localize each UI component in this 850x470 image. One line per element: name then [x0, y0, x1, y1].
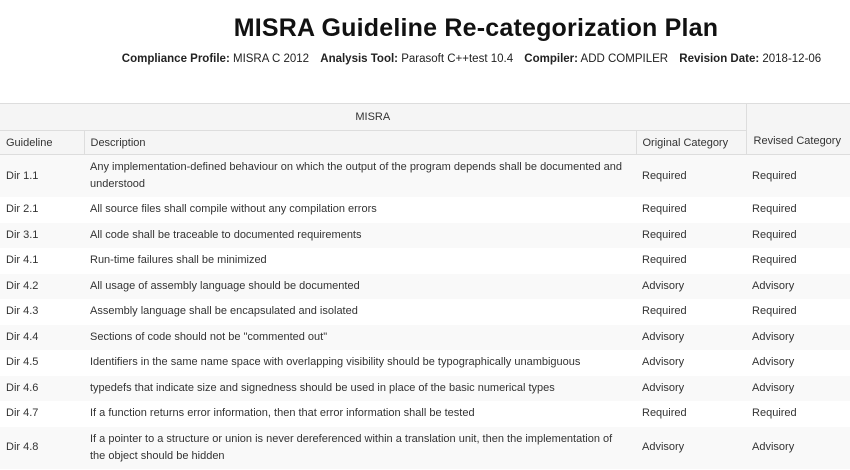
analysis-tool — [320, 53, 513, 65]
compiler-value: ADD COMPILER — [580, 53, 669, 65]
compliance-profile-value: MISRA C 2012 — [232, 53, 310, 65]
table-row — [0, 248, 850, 274]
misra-group-header: MISRA — [0, 104, 746, 131]
analysis-tool-label: Analysis Tool: — [320, 53, 399, 65]
description-cell: Sections of code should not be "commented out" — [84, 325, 636, 351]
compliance-profile — [122, 53, 309, 65]
description-cell: All usage of assembly language should be documented — [84, 274, 636, 300]
document-meta — [0, 53, 850, 65]
guideline-cell: Dir 4.7 — [0, 401, 84, 427]
original-category-cell: Advisory — [636, 376, 746, 402]
original-category-cell: Advisory — [636, 274, 746, 300]
description-cell: Identifiers in the same name space with overlapping visibility should be typographically unambiguous — [84, 350, 636, 376]
page-title: MISRA Guideline Re-categorization Plan — [233, 14, 719, 42]
revised-category-cell: Required — [746, 155, 850, 198]
revised-category-cell: Advisory — [746, 350, 850, 376]
description-cell: All source files shall compile without any compilation errors — [84, 197, 636, 223]
column-header-original-category: Original Category — [636, 131, 746, 155]
guideline-cell: Dir 4.5 — [0, 350, 84, 376]
table-row — [0, 299, 850, 325]
revised-category-cell: Required — [746, 248, 850, 274]
table-row — [0, 325, 850, 351]
guideline-cell: Dir 1.1 — [0, 155, 84, 198]
table-row — [0, 350, 850, 376]
original-category-cell: Advisory — [636, 325, 746, 351]
original-category-cell: Required — [636, 197, 746, 223]
original-category-cell: Required — [636, 248, 746, 274]
revised-category-cell: Advisory — [746, 376, 850, 402]
table-row — [0, 197, 850, 223]
original-category-cell: Required — [636, 223, 746, 249]
table-row — [0, 376, 850, 402]
guideline-cell: Dir 4.2 — [0, 274, 84, 300]
column-header-description: Description — [84, 131, 636, 155]
guideline-cell: Dir 4.8 — [0, 427, 84, 469]
table-row — [0, 401, 850, 427]
table-row — [0, 155, 850, 198]
description-cell: All code shall be traceable to documented requirements — [84, 223, 636, 249]
guideline-cell: Dir 4.4 — [0, 325, 84, 351]
original-category-cell: Required — [636, 155, 746, 198]
table-row — [0, 274, 850, 300]
analysis-tool-value: Parasoft C++test 10.4 — [401, 53, 514, 65]
revision-date-label: Revision Date: — [679, 53, 760, 65]
revised-category-cell: Required — [746, 401, 850, 427]
table-row — [0, 223, 850, 249]
compiler-label: Compiler: — [524, 53, 578, 65]
column-header-revised-category: Revised Category — [746, 104, 850, 155]
original-category-cell: Advisory — [636, 350, 746, 376]
revision-date — [679, 53, 821, 65]
table-row — [0, 427, 850, 469]
description-cell: Assembly language shall be encapsulated and isolated — [84, 299, 636, 325]
revised-category-cell: Advisory — [746, 427, 850, 469]
original-category-cell: Advisory — [636, 427, 746, 469]
guideline-table — [0, 103, 850, 469]
original-category-cell: Required — [636, 401, 746, 427]
description-cell: Run-time failures shall be minimized — [84, 248, 636, 274]
revised-category-cell: Advisory — [746, 274, 850, 300]
compliance-profile-label: Compliance Profile: — [121, 53, 230, 65]
guideline-cell: Dir 4.1 — [0, 248, 84, 274]
column-header-guideline: Guideline — [0, 131, 84, 155]
compiler — [524, 53, 668, 65]
revised-category-cell: Required — [746, 299, 850, 325]
description-cell: typedefs that indicate size and signedness should be used in place of the basic numerical types — [84, 376, 636, 402]
description-cell: Any implementation-defined behaviour on which the output of the program depends shall be documented and understood — [84, 155, 636, 198]
guideline-cell: Dir 3.1 — [0, 223, 84, 249]
guideline-cell: Dir 2.1 — [0, 197, 84, 223]
guideline-cell: Dir 4.6 — [0, 376, 84, 402]
revision-date-value: 2018-12-06 — [762, 53, 822, 65]
description-cell: If a function returns error information, then that error information shall be tested — [84, 401, 636, 427]
revised-category-cell: Required — [746, 223, 850, 249]
description-cell: If a pointer to a structure or union is never dereferenced within a translation unit, then the implementation of the object should be hidden — [84, 427, 636, 469]
original-category-cell: Required — [636, 299, 746, 325]
guideline-cell: Dir 4.3 — [0, 299, 84, 325]
revised-category-cell: Advisory — [746, 325, 850, 351]
revised-category-cell: Required — [746, 197, 850, 223]
